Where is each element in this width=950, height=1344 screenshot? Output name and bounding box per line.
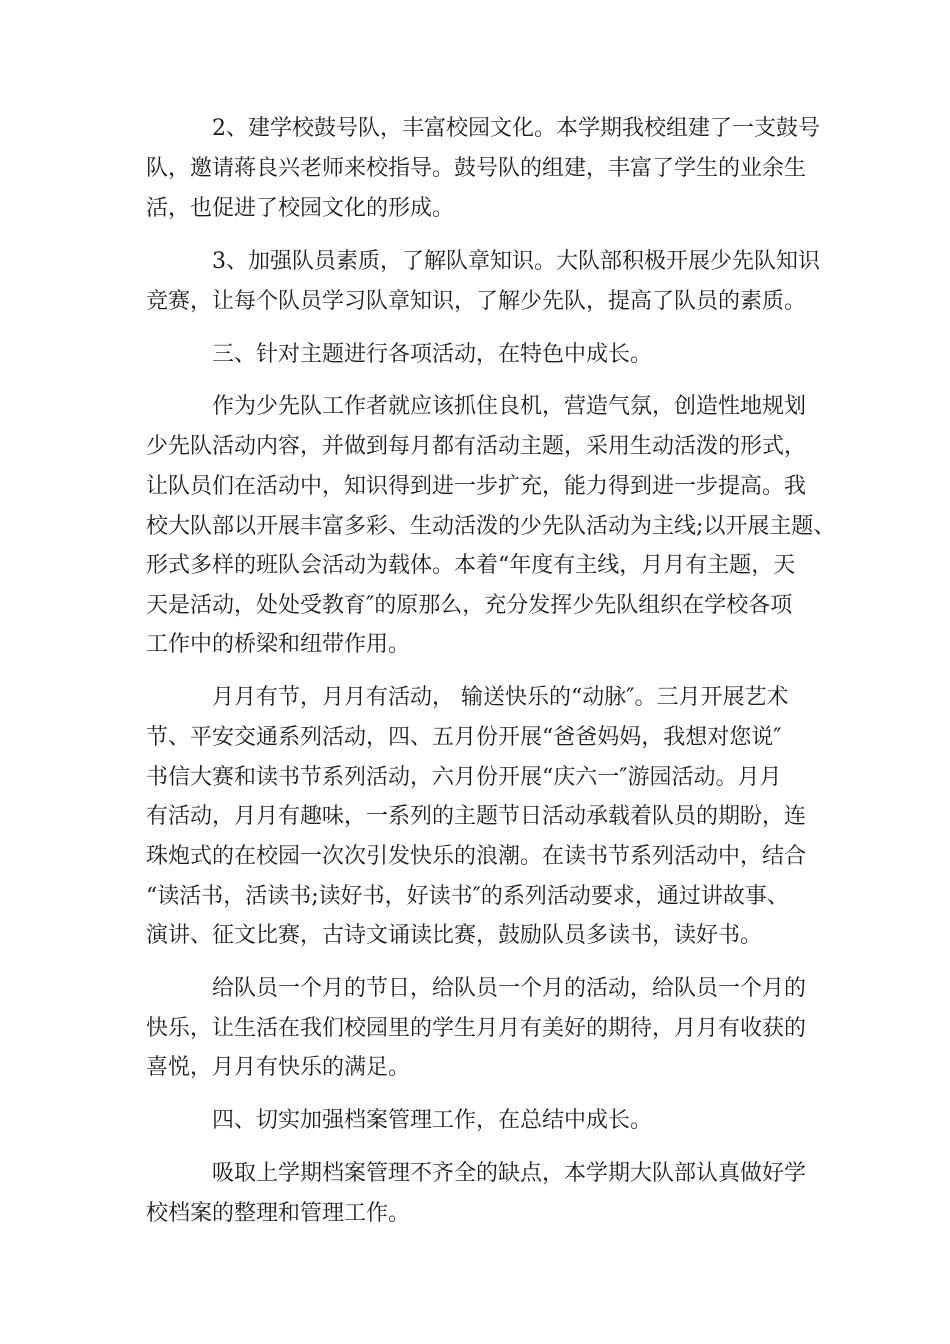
text-line: 校大队部以开展丰富多彩、生动活泼的少先队活动为主线;以开展主题、 — [146, 514, 836, 539]
text-line: 3、加强队员素质，了解队章知识。大队部积极开展少先队知识 — [212, 249, 820, 274]
text-line: 少先队活动内容，并做到每月都有活动主题，采用生动活泼的形式， — [146, 434, 807, 459]
text-line: 2、建学校鼓号队，丰富校园文化。本学期我校组建了一支鼓号 — [212, 116, 820, 141]
text-line: 有活动，月月有趣味，一系列的主题节日活动承载着队员的期盼，连 — [146, 804, 807, 829]
text-line: 珠炮式的在校园一次次引发快乐的浪潮。在读书节系列活动中，结合 — [146, 844, 807, 869]
text-line: 节、平安交通系列活动，四、五月份开展“爸爸妈妈，我想对您说″ — [146, 725, 782, 750]
text-line: 喜悦，月月有快乐的满足。 — [146, 1055, 411, 1080]
text-line: “读活书，活读书;读好书，好读书″的系列活动要求，通过讲故事、 — [146, 884, 789, 909]
text-line: 天是活动，处处受教育″的原那么，充分发挥少先队组织在学校各项 — [146, 593, 793, 618]
text-line: 竞赛，让每个队员学习队章知识，了解少先队，提高了队员的素质。 — [146, 289, 807, 314]
text-line: 工作中的桥梁和纽带作用。 — [146, 632, 411, 657]
text-line: 活，也促进了校园文化的形成。 — [146, 196, 455, 221]
text-line: 形式多样的班队会活动为载体。本着“年度有主线，月月有主题，天 — [146, 553, 796, 578]
text-line: 校档案的整理和管理工作。 — [146, 1201, 411, 1226]
text-line: 月月有节，月月有活动， 输送快乐的“动脉″。三月开展艺术 — [212, 685, 789, 710]
text-line: 书信大赛和读书节系列活动，六月份开展“庆六一″游园活动。月月 — [146, 765, 782, 790]
text-line: 给队员一个月的节日，给队员一个月的活动，给队员一个月的 — [212, 976, 807, 1001]
section-heading: 四、切实加强档案管理工作，在总结中成长。 — [212, 1108, 653, 1133]
text-line: 让队员们在活动中，知识得到进一步扩充，能力得到进一步提高。我 — [146, 474, 807, 499]
text-line: 吸取上学期档案管理不齐全的缺点，本学期大队部认真做好学 — [212, 1161, 807, 1186]
text-line: 队，邀请蒋良兴老师来校指导。鼓号队的组建，丰富了学生的业余生 — [146, 156, 807, 181]
text-line: 演讲、征文比赛，古诗文诵读比赛，鼓励队员多读书，读好书。 — [146, 923, 763, 948]
text-line: 作为少先队工作者就应该抓住良机，营造气氛，创造性地规划 — [212, 394, 807, 419]
section-heading: 三、针对主题进行各项活动，在特色中成长。 — [212, 342, 653, 367]
text-line: 快乐，让生活在我们校园里的学生月月有美好的期待，月月有收获的 — [146, 1016, 807, 1041]
